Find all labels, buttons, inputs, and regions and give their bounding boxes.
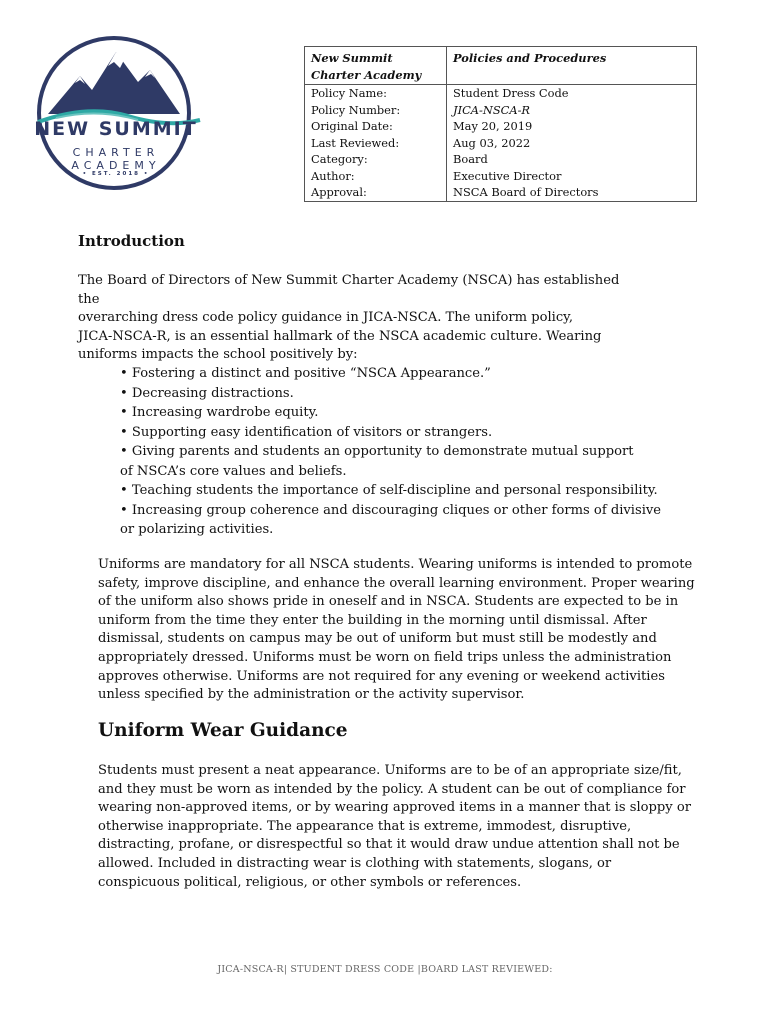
introduction-paragraph: The Board of Directors of New Summit Charter Academy (NSCA) has established the overarching dress code policy guidance in JICA-NSCA. The uniform policy, JICA-NSCA-R, is an essential hallmark of the NSCA academic culture. Wearing uniforms impacts the school positively by: bbox=[78, 273, 620, 363]
author-value: Executive Director bbox=[453, 168, 562, 183]
uniform-guidance-paragraph: Students must present a neat appearance. Uniforms are to be of an appropriate size/fit, and they must be worn as intended by the policy. A student can be out of compliance for wearing non-approved items, or by wearing approved items in a manner that is sloppy or otherwise inappropriate. The appearance that is extreme, immodest, disruptive, distracting, profane, or disrespectful so that it would draw undue attention shall not be allowed. Included in distracting wear is clothing with statements, slogans, or conspicuous political, religious, or other symbols or references. bbox=[98, 763, 692, 890]
school-logo bbox=[28, 34, 204, 192]
uniforms-mandatory-paragraph: Uniforms are mandatory for all NSCA students. Wearing uniforms is intended to promote safety, improve discipline, and enhance the overall learning environment. Proper wearing of the uniform also shows pride in oneself and in NSCA. Students are expected to be in uniform from the time they enter the building in the morning until dismissal. After dismissal, students on campus may be out of uniform but must still be modestly and appropriately dressed. Uniforms must be worn on field trips unless the administration approves otherwise. Uniforms are not required for any evening or weekend activities unless specified by the administration or the activity supervisor. bbox=[98, 557, 695, 703]
approval-label: Approval: bbox=[311, 185, 367, 199]
policy-name-label: Policy Name: bbox=[311, 86, 387, 100]
policy-values-cell bbox=[447, 85, 697, 202]
policy-name-value: Student Dress Code bbox=[453, 86, 569, 100]
last-reviewed-label: Last Reviewed: bbox=[311, 135, 400, 150]
policy-keys-cell bbox=[305, 85, 447, 202]
introduction-heading: Introduction bbox=[78, 232, 185, 250]
category-label: Category: bbox=[311, 152, 368, 166]
list-item: • Decreasing distractions. bbox=[120, 385, 294, 401]
logo-title: NEW SUMMIT bbox=[34, 118, 198, 140]
policy-table-header bbox=[305, 47, 697, 85]
category-value: Board bbox=[453, 152, 488, 166]
table-header-category: Policies and Procedures bbox=[447, 47, 697, 85]
policy-info-table bbox=[304, 46, 697, 202]
list-item: • Increasing group coherence and discouraging cliques or other forms of divisive or polarizing activities. bbox=[120, 502, 662, 537]
page-footer: JICA-NSCA-R| STUDENT DRESS CODE |BOARD LAST REVIEWED: bbox=[217, 964, 553, 975]
policy-number-label: Policy Number: bbox=[311, 102, 401, 117]
uniform-guidance-heading: Uniform Wear Guidance bbox=[98, 720, 348, 741]
author-label: Author: bbox=[311, 168, 355, 183]
last-reviewed-value: Aug 03, 2022 bbox=[453, 135, 531, 150]
table-header-school: New Summit Charter Academy bbox=[305, 47, 447, 85]
approval-value: NSCA Board of Directors bbox=[453, 185, 599, 199]
benefits-list bbox=[120, 364, 680, 540]
list-item: • Giving parents and students an opportunity to demonstrate mutual support of NSCA’s core values and beliefs. bbox=[120, 444, 634, 479]
policy-number-value: JICA-NSCA-R bbox=[453, 102, 530, 117]
logo-subtitle: CHARTER ACADEMY bbox=[71, 146, 161, 172]
original-date-value: May 20, 2019 bbox=[453, 119, 533, 133]
logo-established: • EST. 2018 • bbox=[82, 171, 150, 177]
policy-table-body bbox=[305, 85, 697, 202]
original-date-label: Original Date: bbox=[311, 119, 393, 133]
list-item: • Fostering a distinct and positive “NSCA Appearance.” bbox=[120, 366, 491, 381]
list-item: • Supporting easy identification of visitors or strangers. bbox=[120, 424, 493, 440]
list-item: • Teaching students the importance of self-discipline and personal responsibility. bbox=[120, 483, 658, 498]
list-item: • Increasing wardrobe equity. bbox=[120, 405, 319, 420]
